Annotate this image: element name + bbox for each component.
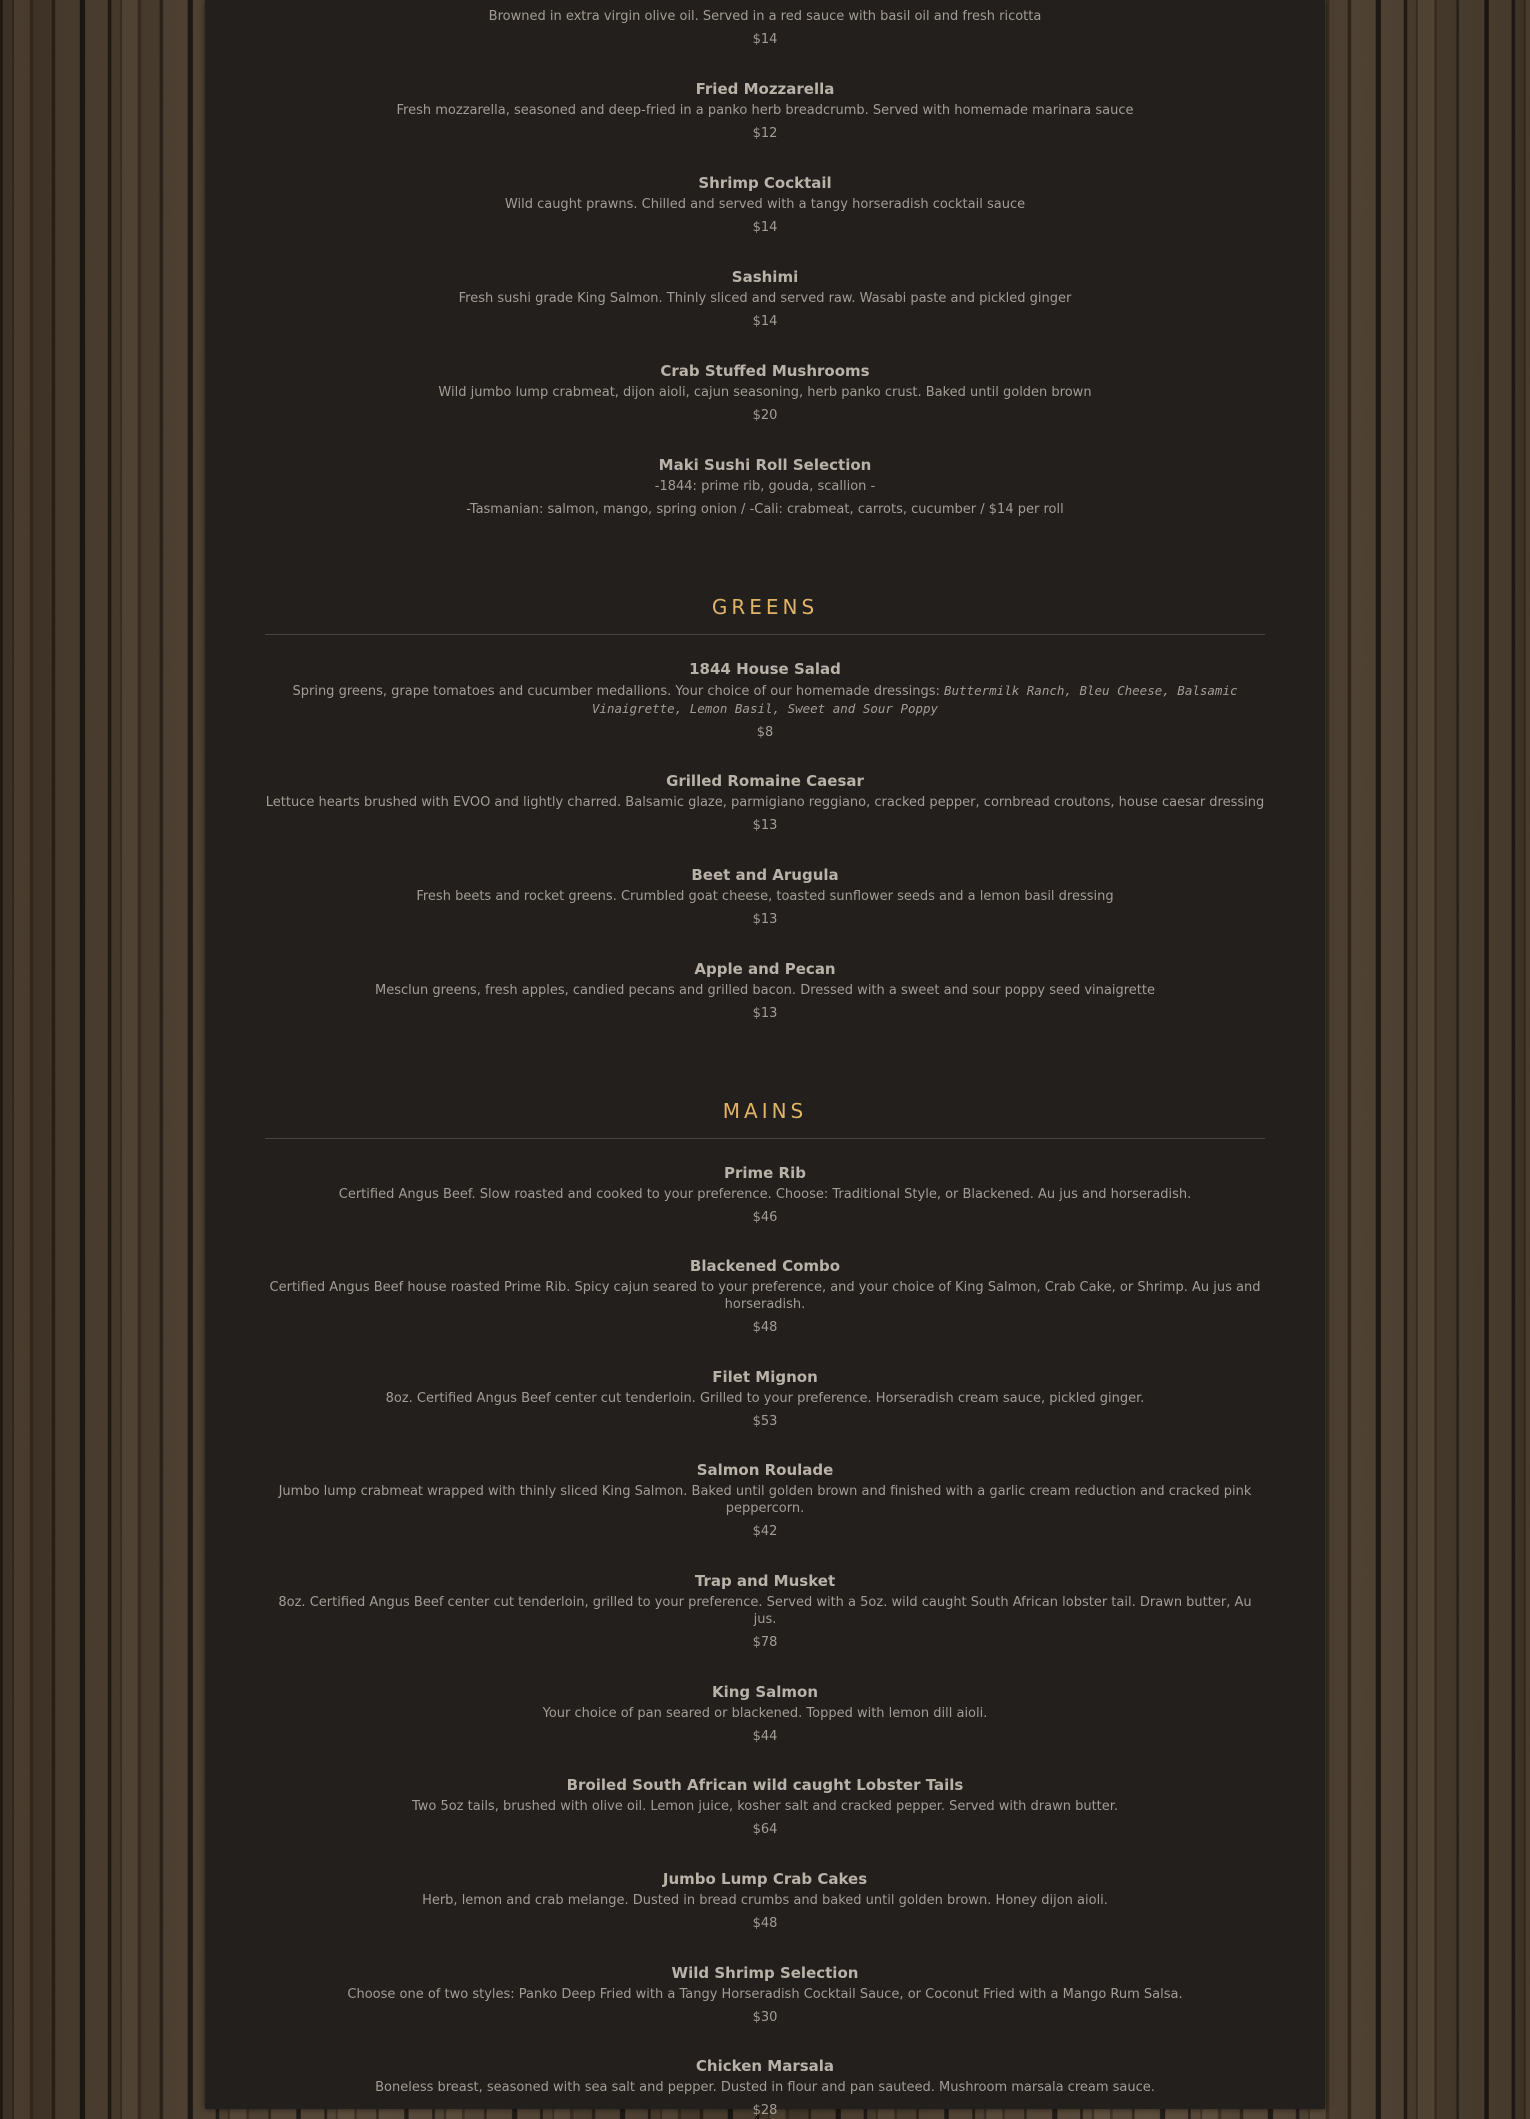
item-price: $44 xyxy=(752,1729,778,1744)
item-description: Jumbo lump crabmeat wrapped with thinly sliced King Salmon. Baked until golden brown and finished with a garlic cream reduction and cracked pink peppercorn. xyxy=(278,1484,1252,1516)
item-description: Herb, lemon and crab melange. Dusted in bread crumbs and baked until golden brown. Honey dijon aioli. xyxy=(422,1893,1108,1908)
item-description: Wild jumbo lump crabmeat, dijon aioli, cajun seasoning, herb panko crust. Baked until golden brown xyxy=(438,385,1092,400)
menu-item xyxy=(265,1461,1265,1540)
item-description: Two 5oz tails, brushed with olive oil. Lemon juice, kosher salt and cracked pepper. Served with drawn butter. xyxy=(411,1799,1119,1814)
item-name: King Salmon xyxy=(711,1683,819,1701)
dressing-options: Buttermilk Ranch, Bleu Cheese, Balsamic Vinaigrette, Lemon Basil, Sweet and Sour Poppy xyxy=(591,683,1238,716)
item-description-text: Spring greens, grape tomatoes and cucumber medallions. Your choice of our homemade dressings: xyxy=(292,684,940,699)
menu-item xyxy=(265,1257,1265,1336)
item-price: $30 xyxy=(752,2010,778,2025)
item-description xyxy=(285,682,1245,718)
item-description: Lettuce hearts brushed with EVOO and lightly charred. Balsamic glaze, parmigiano reggiano, cracked pepper, cornbread croutons, house caesar dressing xyxy=(265,795,1265,810)
item-description: Fresh beets and rocket greens. Crumbled goat cheese, toasted sunflower seeds and a lemon basil dressing xyxy=(416,889,1114,904)
menu-item xyxy=(265,1870,1265,1932)
item-price: $8 xyxy=(756,725,774,740)
item-description: Browned in extra virgin olive oil. Served in a red sauce with basil oil and fresh ricotta xyxy=(488,9,1042,24)
item-price: $42 xyxy=(752,1524,778,1539)
item-price: $14 xyxy=(752,32,778,47)
item-price: $13 xyxy=(752,1006,778,1021)
item-name: Chicken Marsala xyxy=(695,2057,835,2075)
item-description: 8oz. Certified Angus Beef center cut tenderloin, grilled to your preference. Served with a 5oz. wild caught South African lobster tail. Drawn butter, Au jus. xyxy=(278,1595,1252,1627)
item-name: Fried Mozzarella xyxy=(695,80,835,98)
item-price: $48 xyxy=(752,1320,778,1335)
section-divider xyxy=(265,1138,1265,1139)
item-description-line2: -Tasmanian: salmon, mango, spring onion / -Cali: crabmeat, carrots, cucumber / $14 per roll xyxy=(466,502,1064,517)
item-name: Crab Stuffed Mushrooms xyxy=(660,362,870,380)
item-price: $28 xyxy=(752,2103,778,2118)
item-name xyxy=(265,0,1265,4)
item-price: $14 xyxy=(752,220,778,235)
item-price: $14 xyxy=(752,314,778,329)
item-price: $46 xyxy=(752,1210,778,1225)
item-name: 1844 House Salad xyxy=(689,660,841,678)
item-description: 8oz. Certified Angus Beef center cut tenderloin. Grilled to your preference. Horseradish cream sauce, pickled ginger. xyxy=(385,1391,1145,1406)
item-description: Mesclun greens, fresh apples, candied pecans and grilled bacon. Dressed with a sweet and sour poppy seed vinaigrette xyxy=(375,983,1155,998)
item-description: Certified Angus Beef. Slow roasted and cooked to your preference. Choose: Traditional Style, or Blackened. Au jus and horseradish. xyxy=(338,1187,1192,1202)
menu-item xyxy=(265,80,1265,142)
item-name: Salmon Roulade xyxy=(696,1461,834,1479)
item-description: Certified Angus Beef house roasted Prime Rib. Spicy cajun seared to your preference, and your choice of King Salmon, Crab Cake, or Shrimp. Au jus and horseradish. xyxy=(269,1280,1261,1312)
menu-item xyxy=(265,456,1265,518)
item-description: Choose one of two styles: Panko Deep Fried with a Tangy Horseradish Cocktail Sauce, or Coconut Fried with a Mango Rum Salsa. xyxy=(347,1987,1183,2002)
item-price: $12 xyxy=(752,126,778,141)
item-description: Your choice of pan seared or blackened. Topped with lemon dill aioli. xyxy=(542,1706,988,1721)
item-name: Apple and Pecan xyxy=(694,960,836,978)
item-description: Fresh mozzarella, seasoned and deep-fried in a panko herb breadcrumb. Served with homemade marinara sauce xyxy=(396,103,1134,118)
item-description: Boneless breast, seasoned with sea salt and pepper. Dusted in flour and pan sauteed. Mushroom marsala cream sauce. xyxy=(375,2080,1155,2095)
menu-item xyxy=(265,2057,1265,2119)
item-description: Fresh sushi grade King Salmon. Thinly sliced and served raw. Wasabi paste and pickled ginger xyxy=(458,291,1072,306)
section-title-mains: MAINS xyxy=(722,1099,808,1123)
menu-item xyxy=(265,174,1265,236)
menu-item xyxy=(265,268,1265,330)
item-name: Filet Mignon xyxy=(712,1368,818,1386)
item-name: Trap and Musket xyxy=(694,1572,836,1590)
menu-item xyxy=(265,660,1265,741)
item-description: Wild caught prawns. Chilled and served with a tangy horseradish cocktail sauce xyxy=(504,197,1026,212)
menu-item xyxy=(265,1368,1265,1430)
item-name: Blackened Combo xyxy=(689,1257,841,1275)
section-divider xyxy=(265,634,1265,635)
item-price: $13 xyxy=(752,912,778,927)
section-title-greens: GREENS xyxy=(711,595,819,619)
item-name: Jumbo Lump Crab Cakes xyxy=(662,1870,868,1888)
item-description: -1844: prime rib, gouda, scallion - xyxy=(654,479,876,494)
menu-item xyxy=(265,960,1265,1022)
item-name: Broiled South African wild caught Lobster Tails xyxy=(566,1776,964,1794)
item-name: Wild Shrimp Selection xyxy=(671,1964,859,1982)
menu-item xyxy=(265,772,1265,834)
menu-item xyxy=(265,1964,1265,2026)
item-name: Sashimi xyxy=(731,268,799,286)
menu-item xyxy=(265,1776,1265,1838)
item-price: $53 xyxy=(752,1414,778,1429)
item-name: Prime Rib xyxy=(724,1164,806,1182)
menu-item xyxy=(265,1683,1265,1745)
item-price: $78 xyxy=(752,1635,778,1650)
menu-panel xyxy=(205,0,1325,2118)
item-name: Maki Sushi Roll Selection xyxy=(658,456,872,474)
item-name: Shrimp Cocktail xyxy=(698,174,832,192)
menu-item xyxy=(265,1164,1265,1226)
menu-item xyxy=(265,362,1265,424)
item-price: $64 xyxy=(752,1822,778,1837)
item-price: $20 xyxy=(752,408,778,423)
item-price: $48 xyxy=(752,1916,778,1931)
item-name: Grilled Romaine Caesar xyxy=(666,772,864,790)
item-name: Beet and Arugula xyxy=(691,866,839,884)
item-price: $13 xyxy=(752,818,778,833)
menu-item xyxy=(265,866,1265,928)
menu-item-partial xyxy=(265,0,1265,48)
menu-item xyxy=(265,1572,1265,1651)
